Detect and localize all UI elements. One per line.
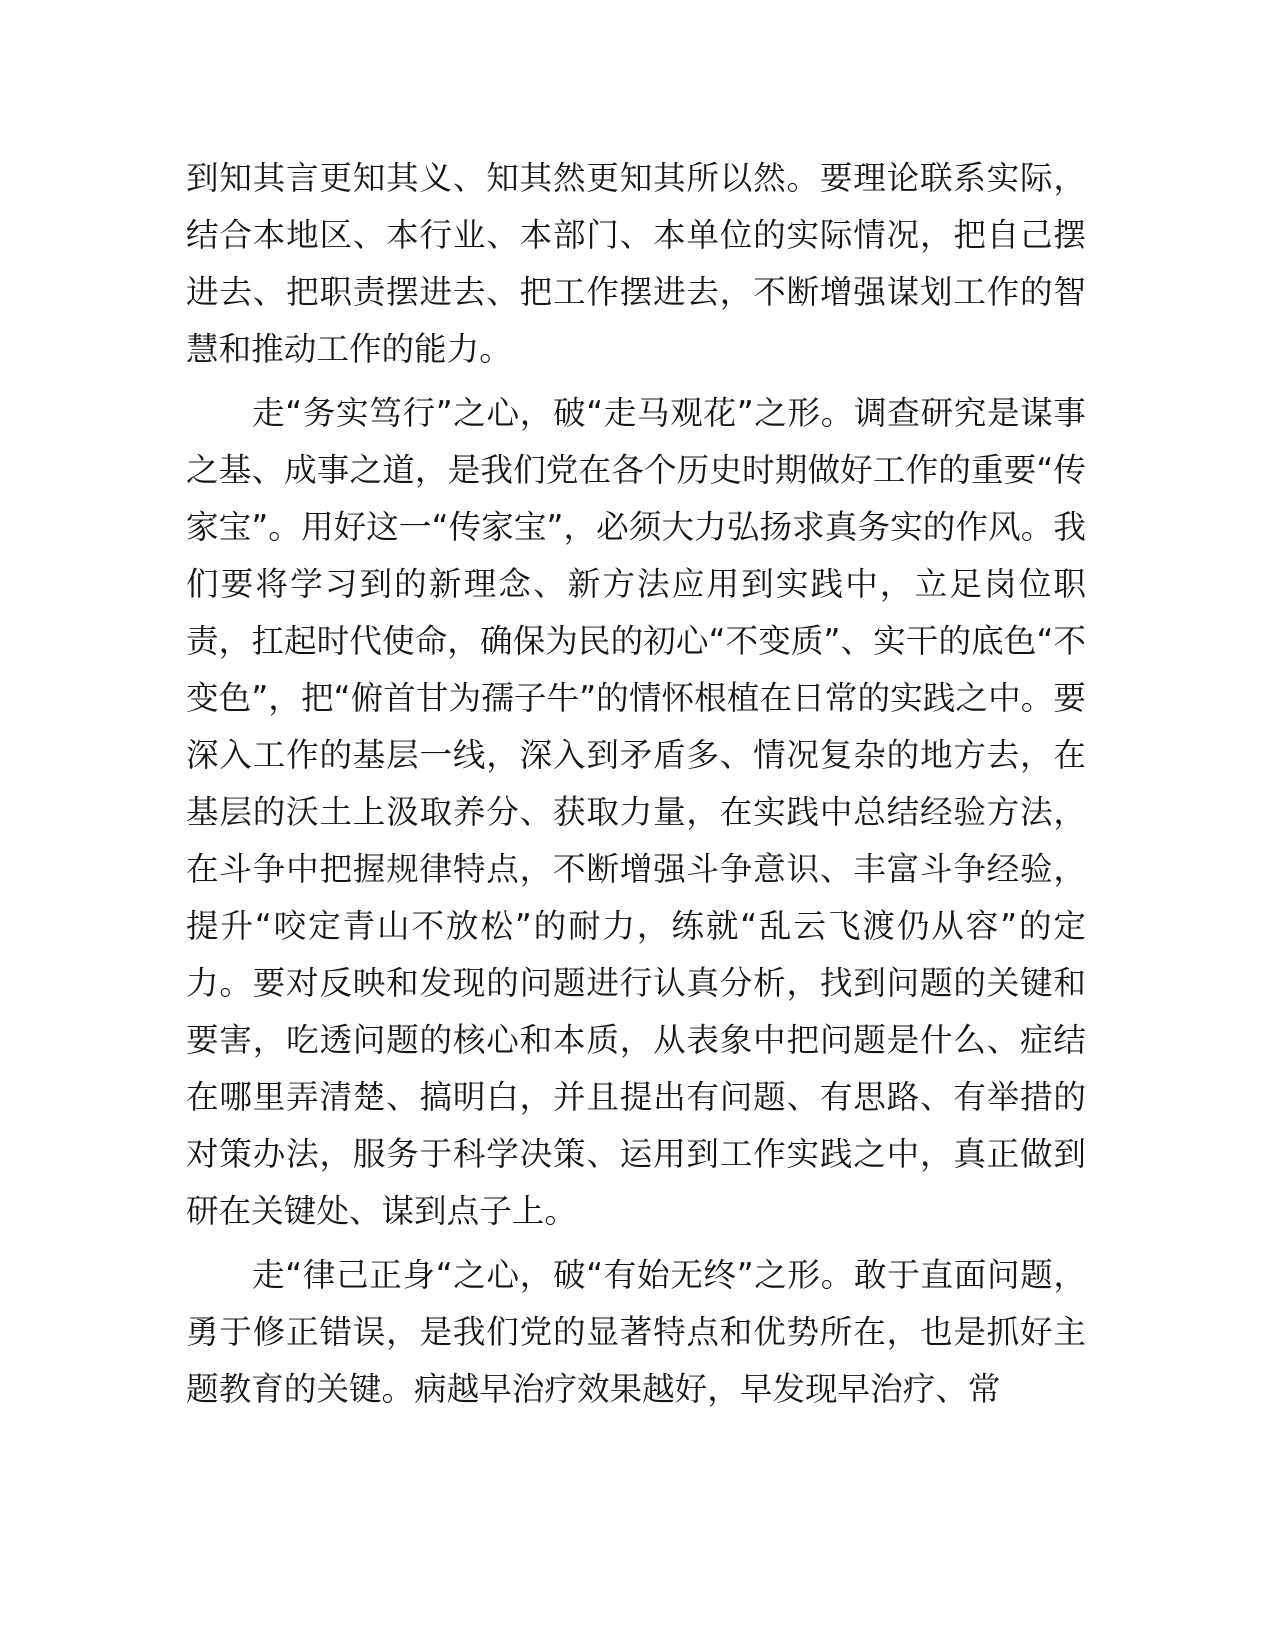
paragraph-self-discipline: 走“律己正身“之心，破“有始无终”之形。敢于直面问题，勇于修正错误，是我们党的显著特点和优势所在，也是抓好主题教育的关键。病越早治疗效果越好，早发现早治疗、常	[186, 1256, 1086, 1408]
document-body	[186, 150, 1086, 1418]
paragraph-practical-action: 走“务实笃行”之心，破“走马观花”之形。调查研究是谋事之基、成事之道，是我们党在各个历史时期做好工作的重要“传家宝”。用好这一“传家宝”，必须大力弘扬求真务实的作风。我们要将学习到的新理念、新方法应用到实践中，立足岗位职责，扛起时代使命，确保为民的初心“不变质”、实干的底色“不变色”，把“俯首甘为孺子牛”的情怀根植在日常的实践之中。要深入工作的基层一线，深入到矛盾多、情况复杂的地方去，在基层的沃土上汲取养分、获取力量，在实践中总结经验方法，在斗争中把握规律特点，不断增强斗争意识、丰富斗争经验，提升“咬定青山不放松”的耐力，练就“乱云飞渡仍从容”的定力。要对反映和发现的问题进行认真分析，找到问题的关键和要害，吃透问题的核心和本质，从表象中把问题是什么、症结在哪里弄清楚、搞明白，并且提出有问题、有思路、有举措的对策办法，服务于科学决策、运用到工作实践之中，真正做到研在关键处、谋到点子上。	[186, 394, 1086, 1230]
paragraph-continuation: 到知其言更知其义、知其然更知其所以然。要理论联系实际，结合本地区、本行业、本部门、本单位的实际情况，把自己摆进去、把职责摆进去、把工作摆进去，不断增强谋划工作的智慧和推动工作的能力。	[186, 159, 1086, 368]
